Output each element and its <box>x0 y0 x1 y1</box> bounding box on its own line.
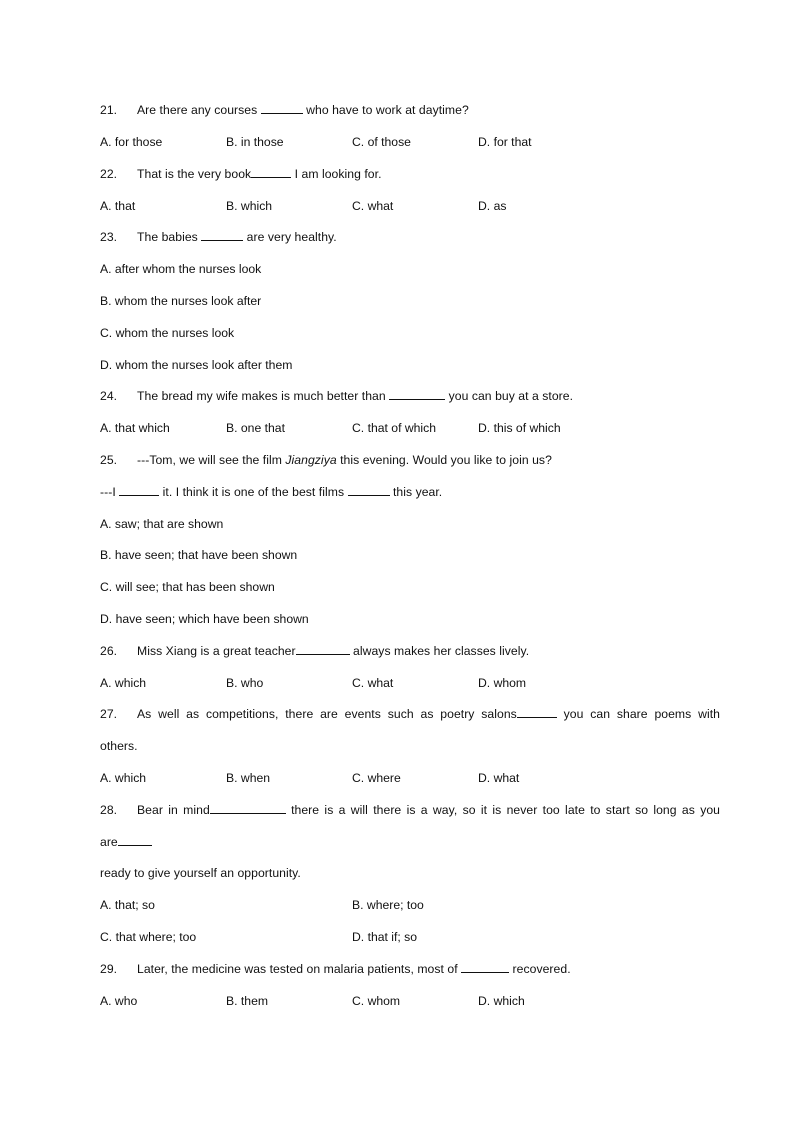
option-b[interactable]: B. which <box>226 199 273 213</box>
question-text: are very healthy. <box>243 230 337 244</box>
option-b[interactable]: B. whom the nurses look after <box>100 294 262 308</box>
question-text: I am looking for. <box>291 167 382 181</box>
option-a[interactable]: A. saw; that are shown <box>100 517 224 531</box>
answer-blank[interactable] <box>118 835 152 846</box>
question-text: That is the very book <box>137 167 252 181</box>
question-number: 27. <box>100 707 118 721</box>
option-d[interactable]: D. for that <box>478 135 532 149</box>
question-text: Miss Xiang is a great teacher <box>137 644 296 658</box>
option-c[interactable]: C. what <box>352 199 394 213</box>
question-28-line3: ready to give yourself an opportunity. <box>100 866 301 880</box>
question-text: recovered. <box>509 962 571 976</box>
option-b[interactable]: B. in those <box>226 135 284 149</box>
option-b[interactable]: B. who <box>226 676 264 690</box>
option-b[interactable]: B. them <box>226 994 268 1008</box>
option-c[interactable]: C. that of which <box>352 421 436 435</box>
option-b[interactable]: B. when <box>226 771 271 785</box>
option-d[interactable]: D. have seen; which have been shown <box>100 612 309 626</box>
answer-blank[interactable] <box>461 962 509 973</box>
question-27 <box>100 707 720 721</box>
option-c[interactable]: C. will see; that has been shown <box>100 580 275 594</box>
answer-blank[interactable] <box>296 644 350 655</box>
question-text: others. <box>100 739 138 753</box>
option-d[interactable]: D. whom the nurses look after them <box>100 358 293 372</box>
option-a[interactable]: A. which <box>100 771 147 785</box>
question-text: you can share poems with <box>556 707 720 721</box>
question-25 <box>100 453 552 467</box>
answer-blank[interactable] <box>261 103 303 114</box>
question-text: always makes her classes lively. <box>349 644 530 658</box>
option-c[interactable]: C. where <box>352 771 401 785</box>
answer-blank[interactable] <box>210 803 286 814</box>
answer-blank[interactable] <box>201 230 243 241</box>
answer-blank[interactable] <box>119 485 159 496</box>
question-number: 29. <box>100 962 118 976</box>
question-21 <box>100 103 469 117</box>
option-d[interactable]: D. whom <box>478 676 527 690</box>
question-number: 25. <box>100 453 118 467</box>
option-a[interactable]: A. for those <box>100 135 163 149</box>
question-number: 26. <box>100 644 118 658</box>
question-number: 24. <box>100 389 118 403</box>
option-a[interactable]: A. which <box>100 676 147 690</box>
option-c[interactable]: C. what <box>352 676 394 690</box>
question-number: 23. <box>100 230 118 244</box>
option-c[interactable]: C. of those <box>352 135 411 149</box>
question-25-line2 <box>100 485 442 499</box>
question-text: there is a will there is a way, so it is never too late to start so long as you <box>285 803 720 817</box>
option-b[interactable]: B. have seen; that have been shown <box>100 548 298 562</box>
option-c[interactable]: C. whom <box>352 994 401 1008</box>
question-text: this evening. Would you like to join us? <box>336 453 552 467</box>
answer-blank[interactable] <box>348 485 390 496</box>
option-d[interactable]: D. that if; so <box>352 930 418 944</box>
question-text: this year. <box>389 485 443 499</box>
question-23 <box>100 230 337 244</box>
question-text: The babies <box>137 230 202 244</box>
question-29 <box>100 962 571 976</box>
question-text: As well as competitions, there are events such as poetry salons <box>137 707 517 721</box>
answer-blank[interactable] <box>517 707 557 718</box>
question-number: 21. <box>100 103 118 117</box>
option-d[interactable]: D. what <box>478 771 520 785</box>
question-24 <box>100 389 573 403</box>
question-28 <box>100 803 720 817</box>
question-text: it. I think it is one of the best films <box>159 485 348 499</box>
question-text: are <box>100 835 118 849</box>
question-28-line2 <box>100 835 152 849</box>
option-d[interactable]: D. this of which <box>478 421 561 435</box>
option-a[interactable]: A. that <box>100 199 136 213</box>
option-d[interactable]: D. which <box>478 994 525 1008</box>
option-c[interactable]: C. whom the nurses look <box>100 326 235 340</box>
option-a[interactable]: A. who <box>100 994 138 1008</box>
question-27-line2 <box>100 739 138 753</box>
question-26 <box>100 644 529 658</box>
question-text: ---I <box>100 485 120 499</box>
question-text: who have to work at daytime? <box>302 103 469 117</box>
answer-blank[interactable] <box>389 389 445 400</box>
question-text: Bear in mind <box>137 803 210 817</box>
question-text: Are there any courses <box>137 103 261 117</box>
question-text: ---Tom, we will see the film <box>137 453 286 467</box>
answer-blank[interactable] <box>251 167 291 178</box>
question-text: Later, the medicine was tested on malaria patients, most of <box>137 962 462 976</box>
option-d[interactable]: D. as <box>478 199 507 213</box>
option-a[interactable]: A. after whom the nurses look <box>100 262 262 276</box>
question-text: you can buy at a store. <box>445 389 574 403</box>
option-a[interactable]: A. that which <box>100 421 170 435</box>
question-number: 28. <box>100 803 118 817</box>
option-b[interactable]: B. one that <box>226 421 285 435</box>
film-title: Jiangziya <box>285 453 337 467</box>
question-number: 22. <box>100 167 118 181</box>
question-22 <box>100 167 382 181</box>
option-c[interactable]: C. that where; too <box>100 930 197 944</box>
question-text: The bread my wife makes is much better than <box>137 389 390 403</box>
option-b[interactable]: B. where; too <box>352 898 424 912</box>
option-a[interactable]: A. that; so <box>100 898 155 912</box>
